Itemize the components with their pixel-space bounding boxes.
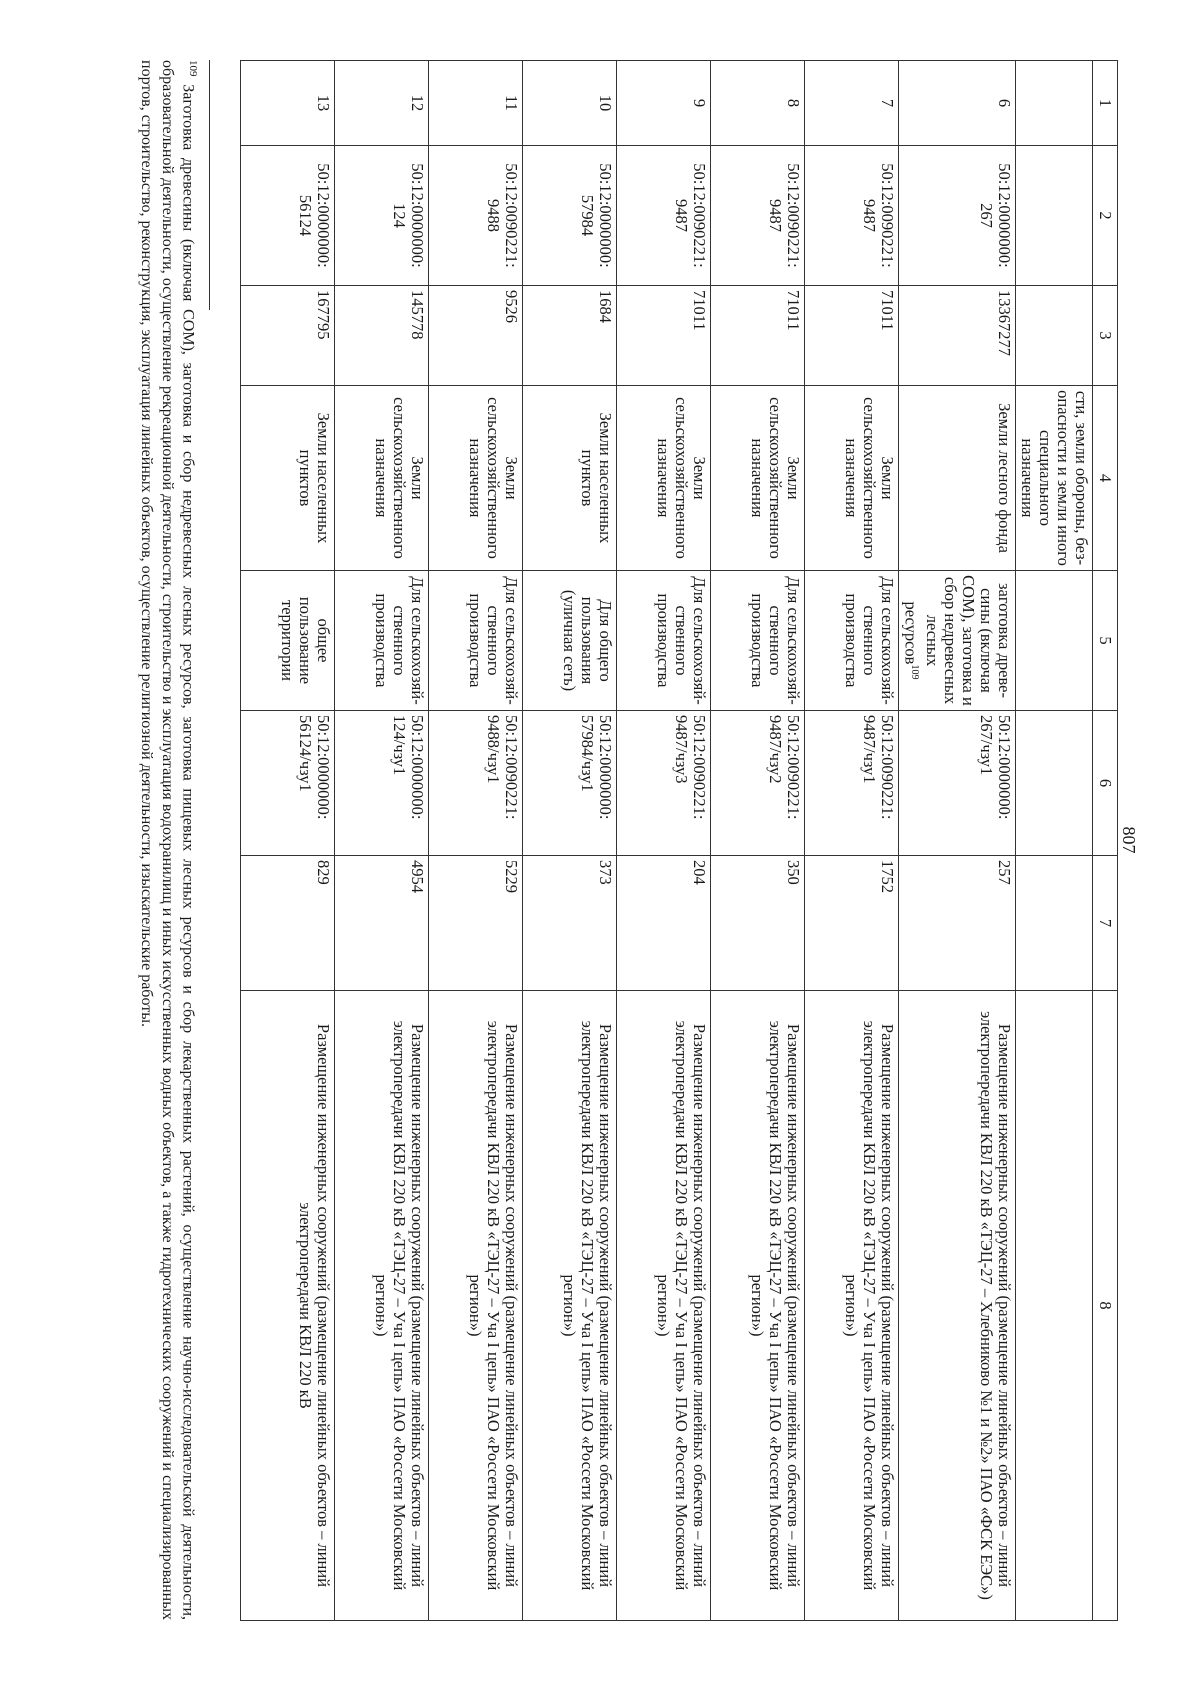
land-category: Земли сельскохозяйственного назначения	[711, 386, 805, 571]
zone-area: 5229	[429, 856, 523, 991]
cadastral-number: 50:12:0000000: 267	[899, 146, 1016, 286]
purpose: Размещение инженерных сооружений (размещение линейных объектов – линий электропередачи КВЛ 220 кВ «ТЭЦ-27 – Уча I цепь» ПАО «Россети Московский регион»)	[805, 991, 899, 1621]
land-category: Земли населенных пунктов	[241, 386, 335, 571]
footnote-ref: 109	[909, 664, 920, 680]
plot-area: 71011	[805, 286, 899, 386]
zone-area: 4954	[335, 856, 429, 991]
header-row	[1093, 61, 1118, 1621]
table-row	[617, 61, 711, 1621]
purpose: Размещение инженерных сооружений (размещение линейных объектов – линий электропередачи КВЛ 220 кВ «ТЭЦ-27 – Хлебниково №1 и №2» ПАО «ФСК ЕЭС»)	[899, 991, 1016, 1621]
col-header: 1	[1093, 61, 1118, 146]
plot-area: 1684	[523, 286, 617, 386]
row-number: 13	[241, 61, 335, 146]
plot-area: 9526	[429, 286, 523, 386]
table-row	[335, 61, 429, 1621]
cadastral-number: 50:12:0090221: 9487	[711, 146, 805, 286]
purpose: Размещение инженерных сооружений (размещение линейных объектов – линий электропередачи КВЛ 220 кВ	[241, 991, 335, 1621]
continuation-row	[1016, 61, 1093, 1621]
land-plots-table	[241, 60, 1119, 1621]
cadastral-number: 50:12:0000000: 56124	[241, 146, 335, 286]
land-category: Земли сельскохозяйственного назначения	[429, 386, 523, 571]
permitted-use: Для сельскохозяй-ственного производства	[805, 571, 899, 711]
purpose: Размещение инженерных сооружений (размещение линейных объектов – линий электропередачи КВЛ 220 кВ «ТЭЦ-27 – Уча I цепь» ПАО «Россети Московский регион»)	[523, 991, 617, 1621]
permitted-use: Для общего пользования (уличная сеть)	[523, 571, 617, 711]
zone-number: 50:12:0000000: 267/чзу1	[899, 711, 1016, 856]
land-category: Земли сельскохозяйственного назначения	[617, 386, 711, 571]
zone-area: 373	[523, 856, 617, 991]
land-category: Земли населенных пунктов	[523, 386, 617, 571]
permitted-use: общее пользование территории	[241, 571, 335, 711]
row-number: 9	[617, 61, 711, 146]
cadastral-number: 50:12:0000000: 124	[335, 146, 429, 286]
table-row	[429, 61, 523, 1621]
zone-number: 50:12:0090221: 9488/чзу1	[429, 711, 523, 856]
row-number: 7	[805, 61, 899, 146]
footnote-mark: 109	[187, 60, 200, 77]
col-header: 5	[1093, 571, 1118, 711]
col-header: 8	[1093, 991, 1118, 1621]
row-number: 8	[711, 61, 805, 146]
land-category: Земли сельскохозяйственного назначения	[335, 386, 429, 571]
rotated-page	[80, 60, 1140, 1620]
zone-number: 50:12:0090221: 9487/чзу1	[805, 711, 899, 856]
zone-area: 350	[711, 856, 805, 991]
purpose: Размещение инженерных сооружений (размещение линейных объектов – линий электропередачи КВЛ 220 кВ «ТЭЦ-27 – Уча I цепь» ПАО «Россети Московский регион»)	[335, 991, 429, 1621]
purpose: Размещение инженерных сооружений (размещение линейных объектов – линий электропередачи КВЛ 220 кВ «ТЭЦ-27 – Уча I цепь» ПАО «Россети Московский регион»)	[617, 991, 711, 1621]
zone-area: 1752	[805, 856, 899, 991]
purpose: Размещение инженерных сооружений (размещение линейных объектов – линий электропередачи КВЛ 220 кВ «ТЭЦ-27 – Уча I цепь» ПАО «Россети Московский регион»)	[711, 991, 805, 1621]
zone-number: 50:12:0000000: 56124/чзу1	[241, 711, 335, 856]
table-row	[899, 61, 1016, 1621]
table-row	[523, 61, 617, 1621]
col-header: 4	[1093, 386, 1118, 571]
zone-number: 50:12:0090221: 9487/чзу3	[617, 711, 711, 856]
permitted-use: Для сельскохозяй-ственного производства	[711, 571, 805, 711]
row-number: 12	[335, 61, 429, 146]
row-number: 11	[429, 61, 523, 146]
col-header: 3	[1093, 286, 1118, 386]
permitted-use: Для сельскохозяй-ственного производства	[335, 571, 429, 711]
permitted-use: заготовка древе-сины (включая СОМ), заготовка и сбор недревесных лесных ресурсов$^{109}$	[899, 571, 1016, 711]
zone-number: 50:12:0090221: 9487/чзу2	[711, 711, 805, 856]
category-continuation: сти, земли обороны, без-опасности и земли иного специального назначения	[1016, 386, 1093, 571]
zone-number: 50:12:0000000: 124/чзу1	[335, 711, 429, 856]
plot-area: 145778	[335, 286, 429, 386]
col-header: 6	[1093, 711, 1118, 856]
cadastral-number: 50:12:0090221: 9487	[805, 146, 899, 286]
row-number: 6	[899, 61, 1016, 146]
zone-number: 50:12:0000000: 57984/чзу1	[523, 711, 617, 856]
zone-area: 204	[617, 856, 711, 991]
land-category: Земли сельскохозяйственного назначения	[805, 386, 899, 571]
table-row	[711, 61, 805, 1621]
plot-area: 167795	[241, 286, 335, 386]
cadastral-number: 50:12:0090221: 9487	[617, 146, 711, 286]
land-category: Земли лесного фонда	[899, 386, 1016, 571]
zone-area: 257	[899, 856, 1016, 991]
table-row	[805, 61, 899, 1621]
plot-area: 71011	[617, 286, 711, 386]
permitted-use: Для сельскохозяй-ственного производства	[617, 571, 711, 711]
zone-area: 829	[241, 856, 335, 991]
footnote-text: Заготовка древесины (включая СОМ), заготовка и сбор недревесных лесных ресурсов, заготовка пищевых лесных ресурсов и сбор лекарственных растений, осуществление научно-исследовательской деятельности, образовательной деятельности, осуществление рекреационной деятельности, строительство и эксплуатация водохранилищ и иных искусственных водных объектов, а также гидротехнических сооружений и специализированных портов, строительство, реконструкция, эксплуатация линейных объектов, осуществление религиозной деятельности, изыскательские работы.	[138, 60, 198, 1621]
footnote	[136, 60, 203, 1620]
permitted-use: Для сельскохозяй-ственного производства	[429, 571, 523, 711]
plot-area: 71011	[711, 286, 805, 386]
plot-area: 13367277	[899, 286, 1016, 386]
col-header: 2	[1093, 146, 1118, 286]
row-number: 10	[523, 61, 617, 146]
footnote-divider	[210, 60, 211, 310]
cadastral-number: 50:12:0000000: 57984	[523, 146, 617, 286]
table-row	[241, 61, 335, 1621]
col-header: 7	[1093, 856, 1118, 991]
page-number: 807	[1119, 826, 1139, 854]
purpose: Размещение инженерных сооружений (размещение линейных объектов – линий электропередачи КВЛ 220 кВ «ТЭЦ-27 – Уча I цепь» ПАО «Россети Московский регион»)	[429, 991, 523, 1621]
cadastral-number: 50:12:0090221: 9488	[429, 146, 523, 286]
